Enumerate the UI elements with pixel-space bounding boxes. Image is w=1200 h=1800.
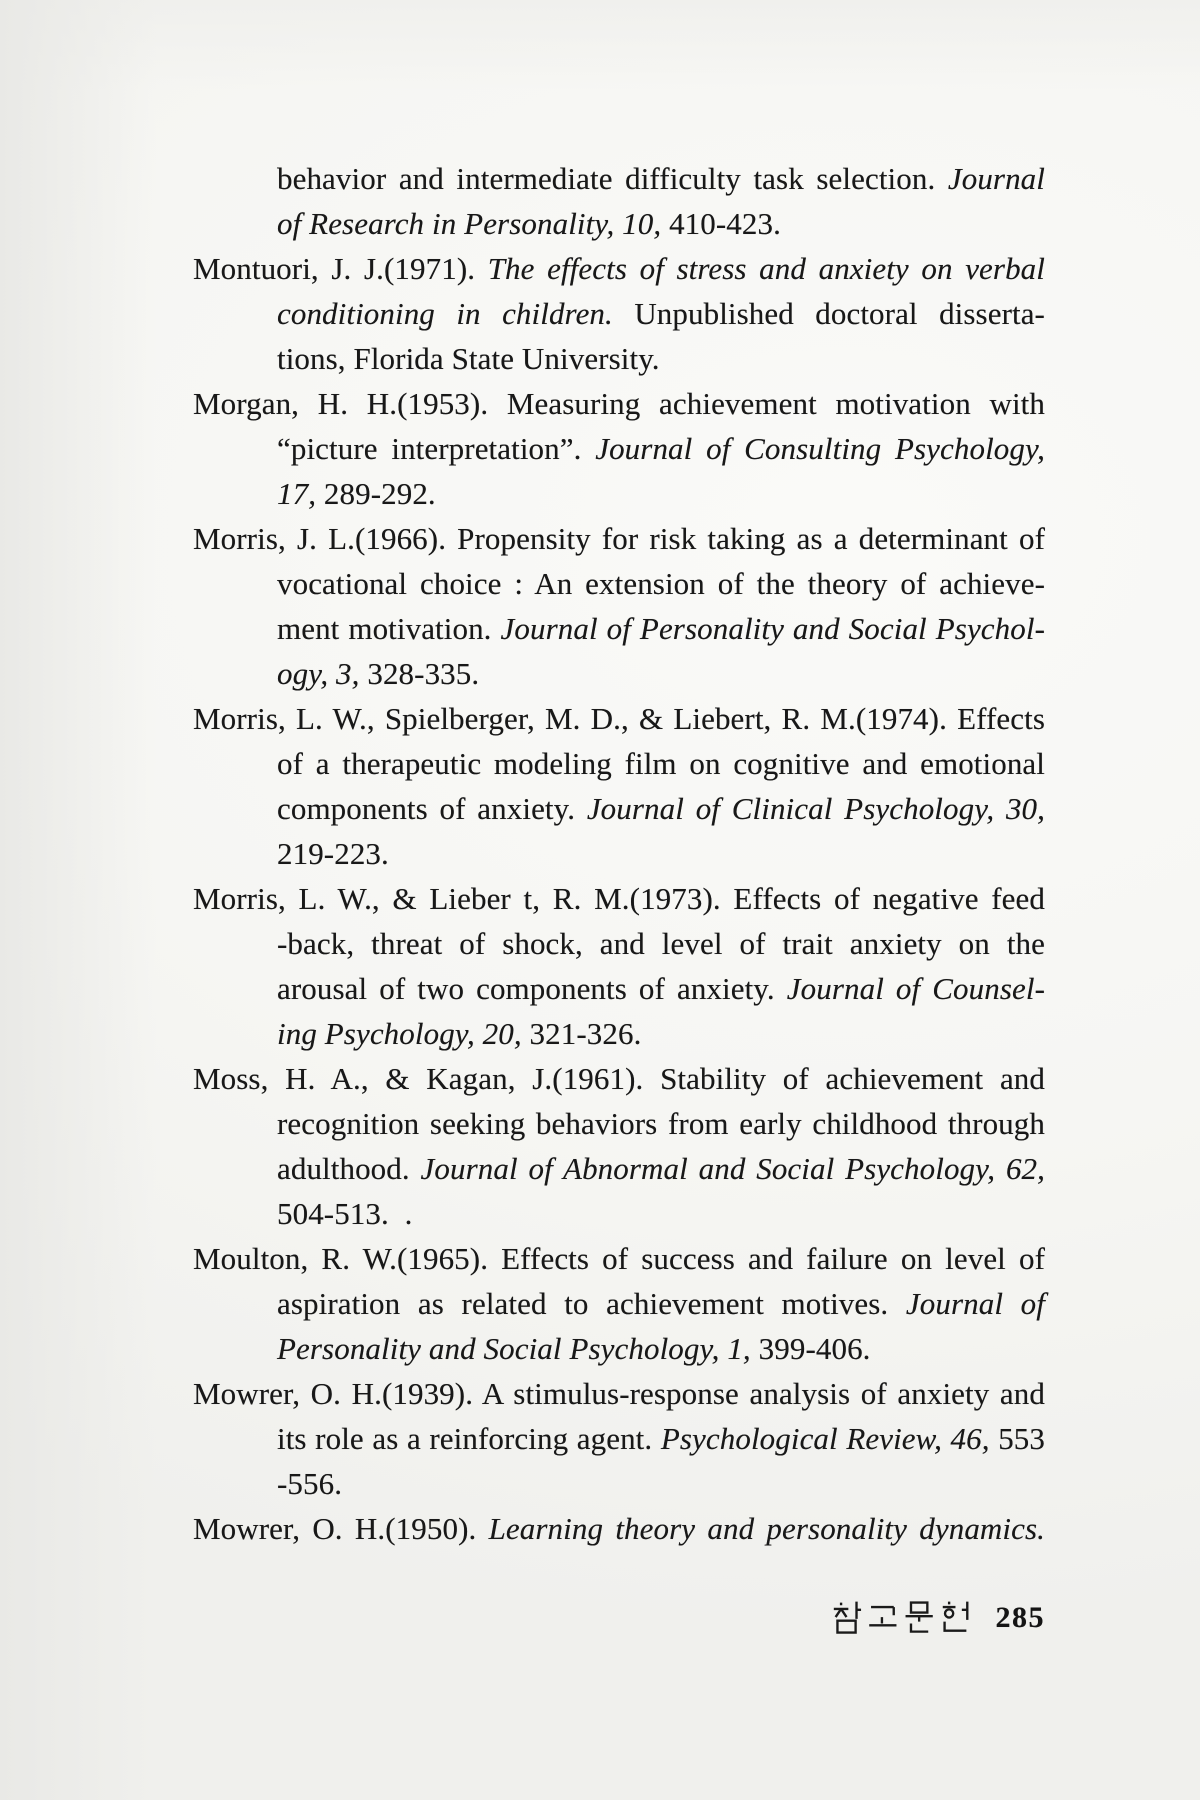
reference-italic-segment: Journal of Counsel- (786, 971, 1045, 1006)
reference-text-segment: tions, Florida State University. (277, 341, 660, 376)
reference-line (277, 156, 1045, 201)
reference-text-segment: Morris, L. W., & Lieber t, R. M.(1973). Effects of negative feed (193, 881, 1045, 916)
reference-line (277, 1101, 1045, 1146)
reference-text-segment: 289-292. (323, 476, 436, 511)
reference-italic-segment: Journal of Personality and Social Psychol- (500, 611, 1045, 646)
reference-line (277, 921, 1045, 966)
reference-line (193, 1056, 1045, 1101)
reference-line (277, 1326, 1045, 1371)
reference-text-segment: “picture interpretation”. (277, 431, 596, 466)
reference-text-segment: 219-223. (277, 836, 389, 871)
reference-text-segment: vocational choice : An extension of the theory of achieve- (277, 566, 1045, 601)
reference-line (277, 831, 1045, 876)
reference-italic-segment: Learning theory and personality dynamics. (488, 1511, 1045, 1546)
reference-text-segment: ment motivation. (277, 611, 501, 646)
reference-line (277, 426, 1045, 471)
reference-line (277, 786, 1045, 831)
reference-italic-segment: Journal of Consulting Psychology, (595, 431, 1045, 466)
reference-entry (193, 1506, 1045, 1551)
reference-line (193, 1371, 1045, 1416)
reference-line (277, 1461, 1045, 1506)
reference-text-segment: aspiration as related to achievement motives. (277, 1286, 906, 1321)
reference-text-segment: Morris, J. L.(1966). Propensity for risk taking as a determinant of (193, 521, 1045, 556)
reference-italic-segment: Journal of Abnormal and Social Psychology, 62, (420, 1151, 1045, 1186)
reference-italic-segment: ogy, 3, (277, 656, 368, 691)
reference-line (277, 741, 1045, 786)
reference-entry (193, 246, 1045, 381)
reference-text-segment: recognition seeking behaviors from early childhood through (277, 1106, 1045, 1141)
reference-italic-segment: Journal (947, 161, 1045, 196)
reference-line (193, 381, 1045, 426)
reference-text-segment: 328-335. (367, 656, 480, 691)
reference-line (277, 201, 1045, 246)
reference-line (277, 1281, 1045, 1326)
reference-text-segment: components of anxiety. (277, 791, 587, 826)
reference-line (277, 1416, 1045, 1461)
reference-entry (193, 876, 1045, 1056)
reference-line (277, 966, 1045, 1011)
reference-line (277, 1146, 1045, 1191)
reference-text-segment: 399-406. (758, 1331, 871, 1366)
reference-line (277, 651, 1045, 696)
reference-entry (193, 156, 1045, 246)
references-list (193, 156, 1045, 1551)
reference-line (193, 516, 1045, 561)
reference-line (277, 561, 1045, 606)
reference-line (277, 336, 1045, 381)
reference-entry (193, 1236, 1045, 1371)
reference-line (277, 291, 1045, 336)
reference-text-segment: Montuori, J. J.(1971). (193, 251, 488, 286)
reference-text-segment: 553 (998, 1421, 1045, 1456)
reference-text-segment: -back, threat of shock, and level of trait anxiety on the (277, 926, 1045, 961)
reference-line (193, 1506, 1045, 1551)
reference-entry (193, 516, 1045, 696)
reference-text-segment: 504-513. . (277, 1196, 413, 1231)
reference-line (277, 1011, 1045, 1056)
reference-italic-segment: The effects of stress and anxiety on verbal (487, 251, 1045, 286)
reference-italic-segment: Journal of (905, 1286, 1045, 1321)
reference-line (277, 1191, 1045, 1236)
reference-text-segment: Morgan, H. H.(1953). Measuring achievement motivation with (193, 386, 1045, 421)
reference-text-segment: -556. (277, 1466, 343, 1501)
reference-text-segment: Mowrer, O. H.(1939). A stimulus-response analysis of anxiety and (193, 1376, 1045, 1411)
reference-entry (193, 1056, 1045, 1236)
reference-line (193, 876, 1045, 921)
reference-italic-segment: ing Psychology, 20, (277, 1016, 530, 1051)
reference-text-segment: behavior and intermediate difficulty task selection. (277, 161, 948, 196)
reference-line (277, 606, 1045, 651)
reference-text-segment: Moulton, R. W.(1965). Effects of success and failure on level of (193, 1241, 1045, 1276)
reference-entry (193, 696, 1045, 876)
reference-text-segment: its role as a reinforcing agent. (277, 1421, 661, 1456)
reference-line (193, 696, 1045, 741)
reference-italic-segment: 17, (277, 476, 324, 511)
reference-text-segment: of a therapeutic modeling film on cognitive and emotional (277, 746, 1045, 781)
reference-text-segment: Mowrer, O. H.(1950). (193, 1511, 489, 1546)
reference-entry (193, 1371, 1045, 1506)
footer-page-number: 285 (995, 1601, 1045, 1634)
korean-glyphs-icon (832, 1600, 970, 1636)
reference-italic-segment: Personality and Social Psychology, 1, (277, 1331, 759, 1366)
reference-entry (193, 381, 1045, 516)
footer-korean-label (832, 1600, 970, 1636)
reference-line (277, 471, 1045, 516)
reference-italic-segment: of Research in Personality, 10, (277, 206, 670, 241)
reference-italic-segment: conditioning in children. (277, 296, 635, 331)
reference-text-segment: 410-423. (669, 206, 781, 241)
reference-text-segment: Morris, L. W., Spielberger, M. D., & Liebert, R. M.(1974). Effects (193, 701, 1045, 736)
reference-line (193, 1236, 1045, 1281)
reference-text-segment: Unpublished doctoral disserta- (634, 296, 1045, 331)
reference-text-segment: adulthood. (277, 1151, 421, 1186)
reference-text-segment: Moss, H. A., & Kagan, J.(1961). Stability of achievement and (193, 1061, 1045, 1096)
reference-italic-segment: Psychological Review, 46, (660, 1421, 999, 1456)
reference-text-segment: 321-326. (529, 1016, 642, 1051)
reference-italic-segment: Journal of Clinical Psychology, 30, (586, 791, 1045, 826)
page-footer (832, 1598, 1046, 1638)
reference-line (193, 246, 1045, 291)
reference-text-segment: arousal of two components of anxiety. (277, 971, 787, 1006)
